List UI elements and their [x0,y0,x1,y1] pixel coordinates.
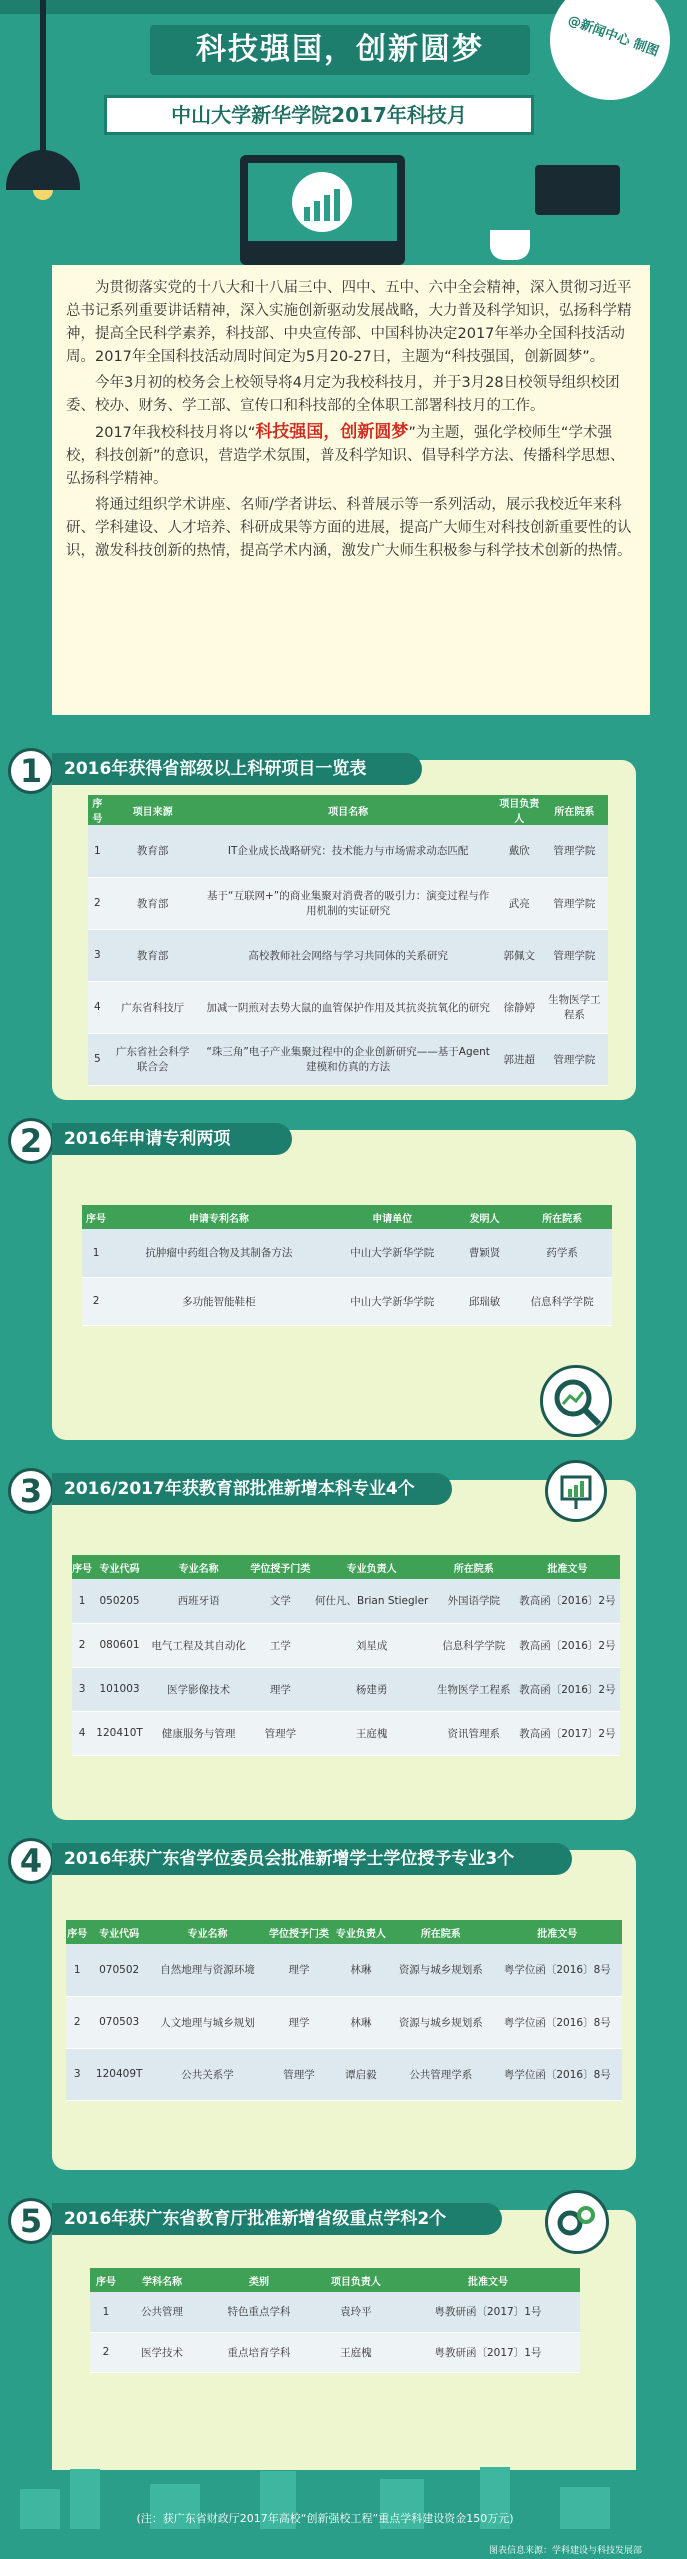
table-row [88,929,608,981]
table-cell: 管理学 [250,1711,310,1755]
table-header-row [90,2268,580,2292]
table-cell: 教高函〔2017〕2号 [515,1711,620,1755]
table-cell: 外国语学院 [433,1579,515,1623]
table-row [88,1033,608,1085]
table-header-row [72,1555,620,1579]
table-cell: 教育部 [107,825,199,877]
table-cell: 3 [88,929,107,981]
table-header-cell: 专业名称 [147,1555,250,1579]
table-cell: 1 [82,1229,110,1277]
table-cell: 健康服务与管理 [147,1711,250,1755]
table-cell: 资源与城乡规划系 [389,1996,493,2048]
table-cell: 管理学 [265,2048,333,2100]
table-cell: 120410T [92,1711,147,1755]
table-header-cell: 所在院系 [433,1555,515,1579]
table-cell: 3 [72,1667,92,1711]
table-cell: 1 [66,1944,89,1996]
table-row [82,1277,612,1325]
table-cell: 生物医学工程系 [433,1667,515,1711]
magnifier-chart-icon [540,1365,612,1437]
table-cell: 粤教研函〔2017〕1号 [396,2332,580,2372]
section-3-number: 3 [8,1468,54,1514]
table-cell: 抗肿瘤中药组合物及其制备方法 [110,1229,328,1277]
monitor-icon [240,155,405,265]
table-cell: 林琳 [333,1944,389,1996]
intro-paragraph-4: 将通过组织学术讲座、名师/学者讲坛、科普展示等一系列活动，展示我校近年来科研、学科建设、人才培养、科研成果等方面的进展，提高广大师生对科技创新重要性的认识，激发科技创新的热情，提高学术内涵，激发广大师生积极参与科学技术创新的热情。 [66,497,632,559]
presentation-icon [545,1460,607,1522]
top-bar [0,0,650,14]
table-cell: 药学系 [512,1229,612,1277]
table-header-cell: 所在院系 [541,795,608,825]
table-row [90,2292,580,2332]
section-2-table [82,1205,612,1326]
table-cell: 公共关系学 [150,2048,265,2100]
table-cell: 理学 [265,1944,333,1996]
table-row [88,981,608,1033]
table-cell: 教育部 [107,929,199,981]
table-cell: 何仕凡、Brian Stiegler [311,1579,433,1623]
intro-paragraph-1: 为贯彻落实党的十八大和十八届三中、四中、五中、六中全会精神，深入贯彻习近平总书记系列重要讲话精神，深入实施创新驱动发展战略，大力普及科学知识，弘扬科学精神，提高全民科学素养，科技部、中央宣传部、中国科协决定2017年举办全国科技活动周。2017年全国科技活动周时间定为5月20-27日，主题为“科技强国，创新圆梦”。 [66,280,632,365]
table-cell: 5 [88,1033,107,1085]
gears-icon [545,2190,609,2254]
table-cell: 教育部 [107,877,199,929]
table-cell: 杨建勇 [311,1667,433,1711]
table-cell: 王庭槐 [311,1711,433,1755]
table-cell: 郭进超 [498,1033,541,1085]
table-header-row [66,1920,622,1944]
table-cell: 多功能智能鞋柜 [110,1277,328,1325]
table-cell: 教高函〔2016〕2号 [515,1667,620,1711]
table-cell: 管理学院 [541,825,608,877]
section-4-table [66,1920,622,2101]
section-4-title: 2016年获广东省学位委员会批准新增学士学位授予专业3个 [52,1843,572,1875]
table-header-cell: 项目负责人 [316,2268,396,2292]
table-row [88,825,608,877]
table-header-cell: 项目来源 [107,795,199,825]
table-cell: 工学 [250,1623,310,1667]
bar-chart-icon [248,163,397,241]
table-header-cell: 学位授予门类 [265,1920,333,1944]
table-cell: 邱瑞敏 [457,1277,512,1325]
table-cell: 2 [82,1277,110,1325]
table-cell: 特色重点学科 [202,2292,316,2332]
table-cell: 080601 [92,1623,147,1667]
table-cell: 西班牙语 [147,1579,250,1623]
table-cell: 管理学院 [541,877,608,929]
table-cell: 120409T [89,2048,150,2100]
section-3-title: 2016/2017年获教育部批准新增本科专业4个 [52,1473,452,1505]
table-cell: 050205 [92,1579,147,1623]
table-cell: 中山大学新华学院 [328,1229,457,1277]
table-row [72,1711,620,1755]
table-cell: 加减一阴煎对去势大鼠的血管保护作用及其抗炎抗氧化的研究 [198,981,497,1033]
table-cell: 郭佩文 [498,929,541,981]
table-cell: 070503 [89,1996,150,2048]
table-header-cell: 批准文号 [493,1920,622,1944]
table-cell: 3 [66,2048,89,2100]
table-header-cell: 专业名称 [150,1920,265,1944]
table-cell: 2 [90,2332,122,2372]
table-header-cell: 批准文号 [396,2268,580,2292]
table-cell: 信息科学学院 [512,1277,612,1325]
table-cell: 高校教师社会网络与学习共同体的关系研究 [198,929,497,981]
section-5-table [90,2268,580,2373]
table-cell: “珠三角”电子产业集聚过程中的企业创新研究——基于Agent建模和仿真的方法 [198,1033,497,1085]
table-cell: 2 [88,877,107,929]
footer-note: (注：获广东省财政厅2017年高校“创新强校工程”重点学科建设资金150万元) [136,2512,514,2525]
table-cell: 资源与城乡规划系 [389,1944,493,1996]
table-cell: 基于“互联网+”的商业集聚对消费者的吸引力：演变过程与作用机制的实证研究 [198,877,497,929]
table-cell: 自然地理与资源环境 [150,1944,265,1996]
table-cell: 粤学位函〔2016〕8号 [493,1996,622,2048]
section-5-number: 5 [8,2198,54,2244]
section-2-title: 2016年申请专利两项 [52,1123,292,1155]
table-cell: 医学影像技术 [147,1667,250,1711]
table-header-cell: 专业负责人 [333,1920,389,1944]
table-cell: 武亮 [498,877,541,929]
table-cell: 粤教研函〔2017〕1号 [396,2292,580,2332]
table-cell: 4 [88,981,107,1033]
theme-highlight: 科技强国，创新圆梦 [255,422,409,442]
lamp-icon [40,0,46,160]
table-cell: 粤学位函〔2016〕8号 [493,1944,622,1996]
table-cell: 4 [72,1711,92,1755]
table-row [90,2332,580,2372]
table-row [88,877,608,929]
section-1-number: 1 [8,748,54,794]
table-cell: 文学 [250,1579,310,1623]
corner-tag: @新闻中心 制图 [533,0,687,117]
table-cell: 中山大学新华学院 [328,1277,457,1325]
intro-paragraph-3 [66,421,636,491]
table-header-cell: 专业代码 [89,1920,150,1944]
table-header-cell: 发明人 [457,1205,512,1229]
section-5-title: 2016年获广东省教育厅批准新增省级重点学科2个 [52,2203,502,2235]
section-1-table [88,795,608,1086]
table-header-cell: 申请单位 [328,1205,457,1229]
table-cell: 电气工程及其自动化 [147,1623,250,1667]
table-cell: 王庭槐 [316,2332,396,2372]
table-cell: 070502 [89,1944,150,1996]
table-cell: 101003 [92,1667,147,1711]
table-header-cell: 序号 [88,795,107,825]
table-cell: 刘星成 [311,1623,433,1667]
lamp-bulb [33,190,53,200]
table-cell: 生物医学工程系 [541,981,608,1033]
table-header-cell: 专业负责人 [311,1555,433,1579]
table-cell: 广东省科技厅 [107,981,199,1033]
table-cell: 2 [66,1996,89,2048]
table-cell: 曹颖贤 [457,1229,512,1277]
section-3-table [72,1555,620,1756]
coffee-cup-icon [490,230,530,260]
page-subtitle: 中山大学新华学院2017年科技月 [104,95,534,135]
table-header-row [82,1205,612,1229]
table-cell: 公共管理学系 [389,2048,493,2100]
intro-paragraph-2: 今年3月初的校务会上校领导将4月定为我校科技月，并于3月28日校领导组织校团委、校办、财务、学工部、宣传口和科技部的全体职工部署科技月的工作。 [66,375,620,414]
section-2-number: 2 [8,1118,54,1164]
table-row [66,1944,622,1996]
table-cell: 1 [90,2292,122,2332]
table-cell: 1 [88,825,107,877]
table-cell: 广东省社会科学联合会 [107,1033,199,1085]
table-row [66,1996,622,2048]
table-cell: 袁玲平 [316,2292,396,2332]
table-header-cell: 序号 [82,1205,110,1229]
intro-p3-prefix: 2017年我校科技月将以“ [95,425,256,441]
table-cell: 人文地理与城乡规划 [150,1996,265,2048]
table-row [72,1579,620,1623]
table-header-cell: 类别 [202,2268,316,2292]
table-cell: 信息科学学院 [433,1623,515,1667]
table-row [66,2048,622,2100]
table-cell: 粤学位函〔2016〕8号 [493,2048,622,2100]
table-cell: IT企业成长战略研究：技术能力与市场需求动态匹配 [198,825,497,877]
table-header-cell: 项目名称 [198,795,497,825]
table-header-cell: 序号 [66,1920,89,1944]
intro-p3-suffix: ”为主题，强化学校师生“学术强校，科技创新”的意识，营造学术氛围，普及科学知识、倡导科学方法、传播科学思想、弘扬科学精神。 [66,425,625,487]
table-cell: 2 [72,1623,92,1667]
table-cell: 管理学院 [541,1033,608,1085]
table-cell: 教高函〔2016〕2号 [515,1579,620,1623]
table-header-cell: 学科名称 [122,2268,202,2292]
table-cell: 1 [72,1579,92,1623]
table-cell: 戴欣 [498,825,541,877]
table-header-cell: 学位授予门类 [250,1555,310,1579]
header-area [0,0,661,265]
table-cell: 管理学院 [541,929,608,981]
folders-icon [535,165,620,215]
intro-text [52,265,650,715]
chart-screen [248,163,397,241]
table-header-cell: 序号 [72,1555,92,1579]
table-cell: 理学 [250,1667,310,1711]
table-header-row [88,795,608,825]
table-row [82,1229,612,1277]
table-header-cell: 批准文号 [515,1555,620,1579]
table-header-cell: 项目负责人 [498,795,541,825]
section-4-number: 4 [8,1838,54,1884]
table-header-cell: 所在院系 [389,1920,493,1944]
table-cell: 医学技术 [122,2332,202,2372]
source-credit: 图表信息来源：学科建设与科技发展部 [488,2546,642,2556]
page-title: 科技强国，创新圆梦 [150,25,530,75]
table-cell: 教高函〔2016〕2号 [515,1623,620,1667]
table-cell: 理学 [265,1996,333,2048]
table-header-cell: 专业代码 [92,1555,147,1579]
lamp-shade [6,150,80,190]
table-cell: 徐静婷 [498,981,541,1033]
section-1-title: 2016年获得省部级以上科研项目一览表 [52,753,422,785]
table-cell: 资讯管理系 [433,1711,515,1755]
table-header-cell: 序号 [90,2268,122,2292]
table-row [72,1667,620,1711]
table-row [72,1623,620,1667]
table-cell: 谭启毅 [333,2048,389,2100]
table-cell: 公共管理 [122,2292,202,2332]
table-cell: 重点培育学科 [202,2332,316,2372]
table-header-cell: 所在院系 [512,1205,612,1229]
table-cell: 林琳 [333,1996,389,2048]
table-header-cell: 申请专利名称 [110,1205,328,1229]
